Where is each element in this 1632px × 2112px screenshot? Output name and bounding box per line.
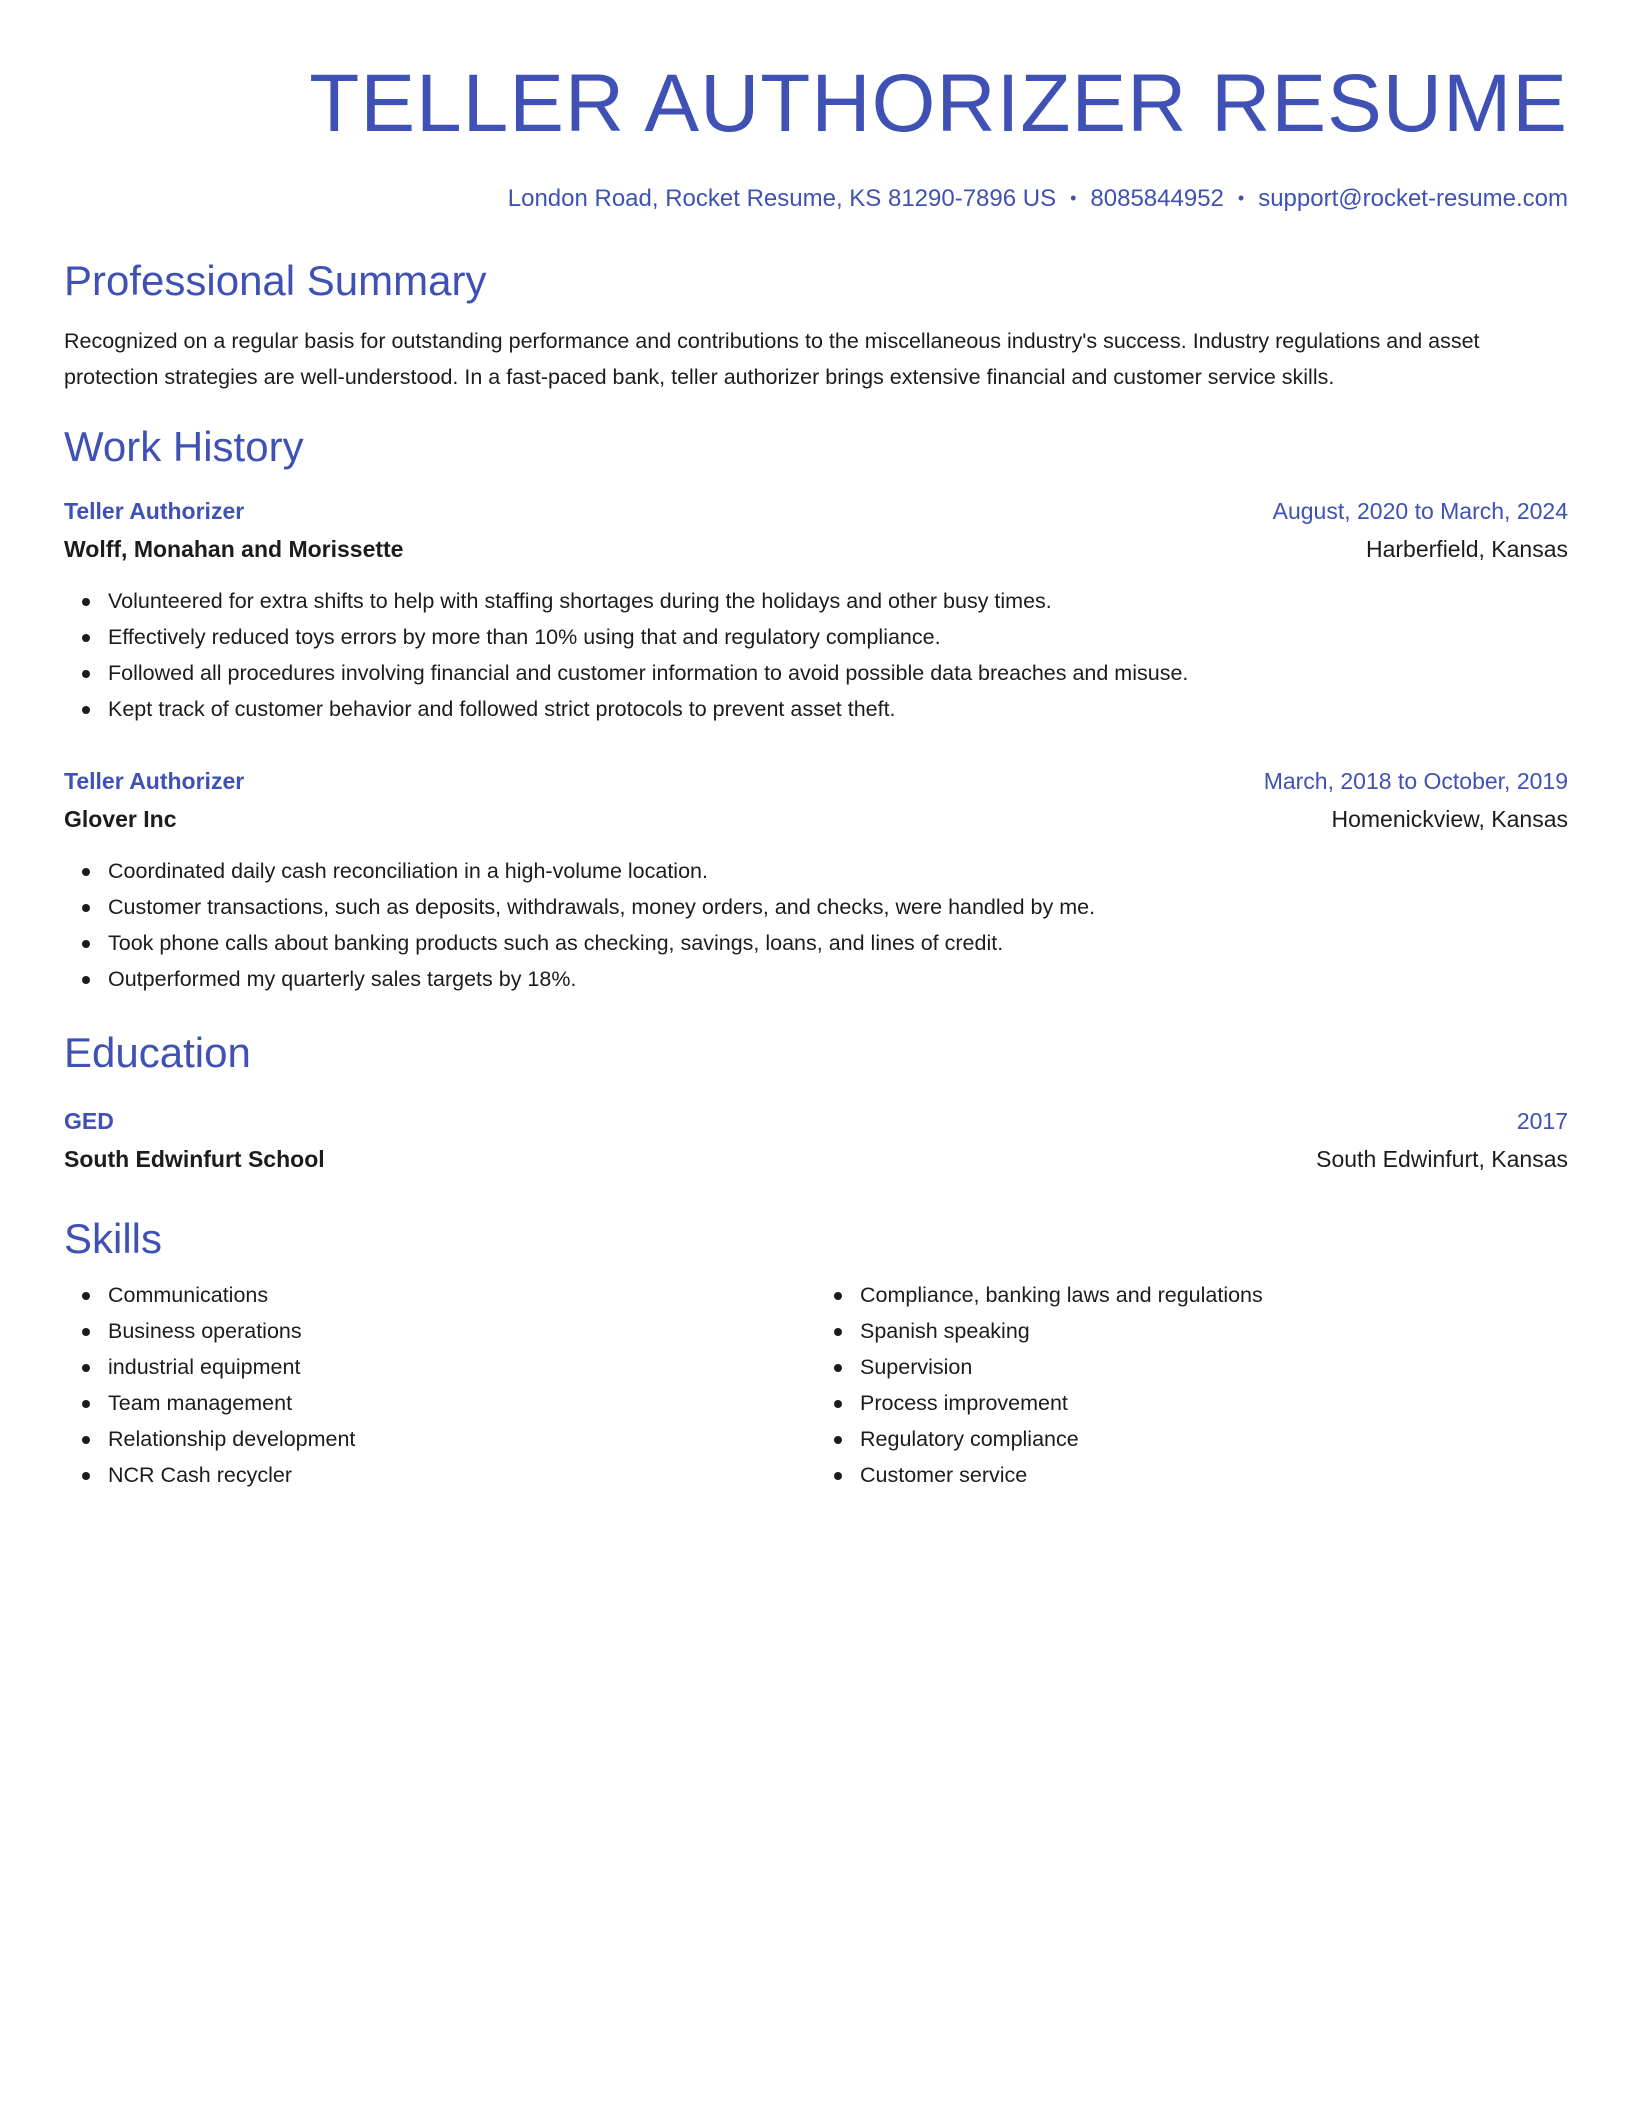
summary-text: Recognized on a regular basis for outstanding performance and contributions to the miscellaneous industry's success. Industry regulations and asset protection strategies are well-understood. In a fast-paced bank, teller authorizer brings extensive financial and customer service skills. [64, 329, 1480, 389]
skill-item: Customer service [860, 1457, 1568, 1493]
skill-item: Spanish speaking [860, 1313, 1568, 1349]
phone-number: 8085844952 [1090, 185, 1224, 212]
resume-page [64, 0, 1568, 1493]
list-item: Customer transactions, such as deposits, withdrawals, money orders, and checks, were handled by me. [108, 889, 1568, 925]
skill-item: Team management [108, 1385, 816, 1421]
contact-separator: • [1237, 188, 1245, 208]
work-history-section [64, 421, 1568, 997]
job-title: Teller Authorizer [64, 498, 245, 524]
job-entry [64, 493, 1568, 727]
contact-line [64, 182, 1568, 215]
company-name: Wolff, Monahan and Morissette [64, 536, 404, 562]
resume-title: TELLER AUTHORIZER RESUME [309, 58, 1568, 149]
education-section [64, 1027, 1568, 1179]
list-item: Coordinated daily cash reconciliation in a high-volume location. [108, 853, 1568, 889]
skills-section [64, 1213, 1568, 1493]
skill-item: Business operations [108, 1313, 816, 1349]
list-item: Followed all procedures involving financial and customer information to avoid possible data breaches and misuse. [108, 655, 1568, 691]
contact-separator: • [1070, 188, 1077, 208]
graduation-year: 2017 [1516, 1108, 1568, 1134]
list-item: Effectively reduced toys errors by more than 10% using that and regulatory compliance. [108, 619, 1568, 655]
job-bullets [64, 583, 1568, 727]
company-name: Glover Inc [64, 806, 177, 832]
skills-columns [64, 1277, 1568, 1493]
section-title-skills: Skills [64, 1215, 163, 1262]
skill-item: Compliance, banking laws and regulations [860, 1277, 1568, 1313]
skill-item: Relationship development [108, 1421, 816, 1457]
skills-list-right [816, 1277, 1568, 1493]
professional-summary-section [64, 255, 1568, 395]
school-location: South Edwinfurt, Kansas [1316, 1146, 1568, 1172]
skills-list-left [64, 1277, 816, 1493]
section-title-education: Education [64, 1029, 251, 1076]
list-item: Kept track of customer behavior and followed strict protocols to prevent asset theft. [108, 691, 1568, 727]
email-link[interactable]: support@rocket-resume.com [1258, 185, 1568, 212]
job-location: Homenickview, Kansas [1331, 806, 1568, 832]
degree: GED [64, 1108, 114, 1134]
section-title-work-history: Work History [64, 423, 304, 470]
skill-item: Communications [108, 1277, 816, 1313]
school-name: South Edwinfurt School [64, 1146, 325, 1172]
skill-item: Process improvement [860, 1385, 1568, 1421]
education-entry [64, 1103, 1568, 1179]
job-bullets [64, 853, 1568, 997]
list-item: Took phone calls about banking products such as checking, savings, loans, and lines of credit. [108, 925, 1568, 961]
job-location: Harberfield, Kansas [1366, 536, 1568, 562]
section-title-professional-summary: Professional Summary [64, 257, 487, 304]
job-dates: August, 2020 to March, 2024 [1272, 498, 1568, 524]
list-item: Outperformed my quarterly sales targets by 18%. [108, 961, 1568, 997]
job-title: Teller Authorizer [64, 768, 245, 794]
skill-item: Regulatory compliance [860, 1421, 1568, 1457]
list-item: Volunteered for extra shifts to help with staffing shortages during the holidays and other busy times. [108, 583, 1568, 619]
skill-item: industrial equipment [108, 1349, 816, 1385]
skill-item: NCR Cash recycler [108, 1457, 816, 1493]
resume-header [64, 0, 1568, 215]
job-dates: March, 2018 to October, 2019 [1263, 768, 1568, 794]
job-entry [64, 763, 1568, 997]
address: London Road, Rocket Resume, KS 81290-7896 US [507, 185, 1057, 212]
skill-item: Supervision [860, 1349, 1568, 1385]
